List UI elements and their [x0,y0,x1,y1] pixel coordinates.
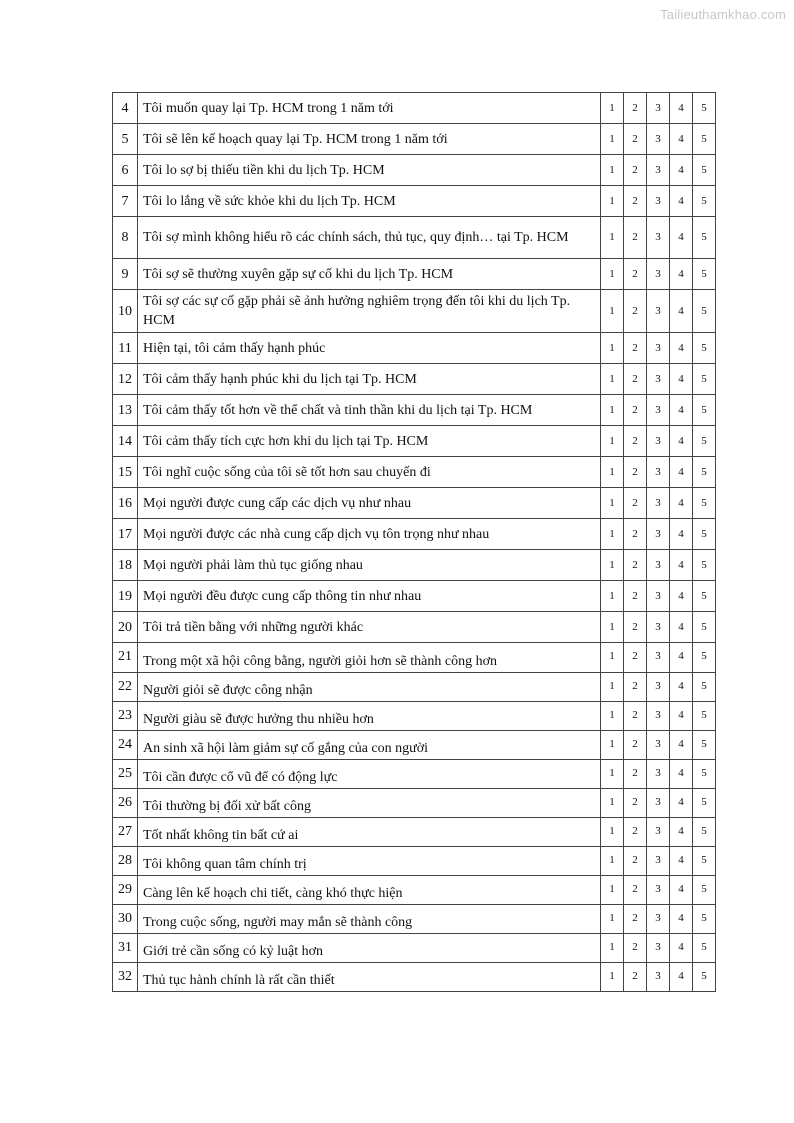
scale-option-5[interactable]: 5 [693,876,716,905]
scale-option-2[interactable]: 2 [624,847,647,876]
item-statement: Tôi trả tiền bằng với những người khác [138,612,601,643]
scale-option-5[interactable]: 5 [693,290,716,333]
item-number: 9 [113,259,138,290]
item-number: 11 [113,333,138,364]
item-statement: Trong cuộc sống, người may mắn sẽ thành công [138,905,601,934]
scale-option-2[interactable]: 2 [624,124,647,155]
scale-option-4[interactable]: 4 [670,93,693,124]
table-row [113,760,716,789]
scale-option-3[interactable]: 3 [647,217,670,259]
scale-option-3[interactable]: 3 [647,673,670,702]
scale-option-4[interactable]: 4 [670,457,693,488]
scale-option-5[interactable]: 5 [693,124,716,155]
item-number: 22 [113,673,138,702]
scale-option-4[interactable]: 4 [670,702,693,731]
scale-option-2[interactable]: 2 [624,290,647,333]
scale-option-3[interactable]: 3 [647,364,670,395]
scale-option-4[interactable]: 4 [670,934,693,963]
item-statement: Tôi cảm thấy tốt hơn về thể chất và tinh thần khi du lịch tại Tp. HCM [138,395,601,426]
table-row [113,905,716,934]
table-row [113,186,716,217]
item-statement: Người giàu sẽ được hưởng thu nhiều hơn [138,702,601,731]
scale-option-1[interactable]: 1 [601,155,624,186]
scale-option-4[interactable]: 4 [670,760,693,789]
item-number: 20 [113,612,138,643]
scale-option-1[interactable]: 1 [601,395,624,426]
scale-option-4[interactable]: 4 [670,818,693,847]
scale-option-2[interactable]: 2 [624,818,647,847]
table-row [113,155,716,186]
scale-option-3[interactable]: 3 [647,876,670,905]
scale-option-3[interactable]: 3 [647,457,670,488]
scale-option-1[interactable]: 1 [601,789,624,818]
table-row [113,818,716,847]
table-row [113,581,716,612]
item-number: 30 [113,905,138,934]
scale-option-5[interactable]: 5 [693,789,716,818]
scale-option-5[interactable]: 5 [693,934,716,963]
table-row [113,702,716,731]
scale-option-5[interactable]: 5 [693,155,716,186]
scale-option-3[interactable]: 3 [647,290,670,333]
item-statement: Tôi sẽ lên kế hoạch quay lại Tp. HCM trong 1 năm tới [138,124,601,155]
scale-option-3[interactable]: 3 [647,488,670,519]
scale-option-2[interactable]: 2 [624,217,647,259]
scale-option-2[interactable]: 2 [624,93,647,124]
item-statement: Tôi nghĩ cuộc sống của tôi sẽ tốt hơn sau chuyến đi [138,457,601,488]
scale-option-4[interactable]: 4 [670,789,693,818]
table-row [113,488,716,519]
scale-option-2[interactable]: 2 [624,488,647,519]
item-number: 13 [113,395,138,426]
table-row [113,426,716,457]
scale-option-3[interactable]: 3 [647,789,670,818]
scale-option-1[interactable]: 1 [601,731,624,760]
item-number: 21 [113,643,138,673]
scale-option-1[interactable]: 1 [601,550,624,581]
scale-option-5[interactable]: 5 [693,488,716,519]
scale-option-2[interactable]: 2 [624,186,647,217]
scale-option-5[interactable]: 5 [693,364,716,395]
item-statement: Tôi sợ các sự cố gặp phải sẽ ảnh hưởng nghiêm trọng đến tôi khi du lịch Tp. HCM [138,290,601,333]
item-statement: Mọi người được cung cấp các dịch vụ như nhau [138,488,601,519]
item-number: 27 [113,818,138,847]
scale-option-5[interactable]: 5 [693,847,716,876]
scale-option-2[interactable]: 2 [624,612,647,643]
scale-option-3[interactable]: 3 [647,818,670,847]
table-row [113,643,716,673]
table-row [113,673,716,702]
scale-option-5[interactable]: 5 [693,217,716,259]
table-row [113,457,716,488]
scale-option-5[interactable]: 5 [693,93,716,124]
scale-option-2[interactable]: 2 [624,731,647,760]
scale-option-2[interactable]: 2 [624,426,647,457]
scale-option-2[interactable]: 2 [624,905,647,934]
scale-option-3[interactable]: 3 [647,259,670,290]
scale-option-3[interactable]: 3 [647,612,670,643]
scale-option-2[interactable]: 2 [624,934,647,963]
item-number: 26 [113,789,138,818]
item-statement: Tôi không quan tâm chính trị [138,847,601,876]
item-statement: Tôi cảm thấy hạnh phúc khi du lịch tại Tp. HCM [138,364,601,395]
scale-option-3[interactable]: 3 [647,963,670,992]
scale-option-5[interactable]: 5 [693,550,716,581]
scale-option-2[interactable]: 2 [624,963,647,992]
scale-option-5[interactable]: 5 [693,818,716,847]
scale-option-5[interactable]: 5 [693,259,716,290]
table-row [113,789,716,818]
item-number: 24 [113,731,138,760]
scale-option-1[interactable]: 1 [601,702,624,731]
scale-option-5[interactable]: 5 [693,760,716,789]
scale-option-4[interactable]: 4 [670,905,693,934]
scale-option-5[interactable]: 5 [693,702,716,731]
scale-option-2[interactable]: 2 [624,519,647,550]
scale-option-2[interactable]: 2 [624,155,647,186]
scale-option-1[interactable]: 1 [601,760,624,789]
scale-option-4[interactable]: 4 [670,550,693,581]
table-row [113,93,716,124]
item-number: 10 [113,290,138,333]
scale-option-1[interactable]: 1 [601,93,624,124]
scale-option-3[interactable]: 3 [647,731,670,760]
item-statement: Thủ tục hành chính là rất cần thiết [138,963,601,992]
scale-option-4[interactable]: 4 [670,876,693,905]
item-statement: Tôi lo lắng về sức khỏe khi du lịch Tp. HCM [138,186,601,217]
item-statement: Tôi thường bị đối xử bất công [138,789,601,818]
item-number: 14 [113,426,138,457]
item-number: 12 [113,364,138,395]
scale-option-5[interactable]: 5 [693,395,716,426]
scale-option-3[interactable]: 3 [647,395,670,426]
table-row [113,612,716,643]
scale-option-5[interactable]: 5 [693,963,716,992]
scale-option-4[interactable]: 4 [670,426,693,457]
scale-option-1[interactable]: 1 [601,259,624,290]
item-number: 31 [113,934,138,963]
scale-option-3[interactable]: 3 [647,519,670,550]
table-row [113,847,716,876]
item-statement: Tôi cảm thấy tích cực hơn khi du lịch tại Tp. HCM [138,426,601,457]
scale-option-3[interactable]: 3 [647,934,670,963]
scale-option-5[interactable]: 5 [693,333,716,364]
scale-option-1[interactable]: 1 [601,333,624,364]
scale-option-5[interactable]: 5 [693,426,716,457]
scale-option-4[interactable]: 4 [670,519,693,550]
table-row [113,731,716,760]
item-statement: Mọi người phải làm thủ tục giống nhau [138,550,601,581]
item-number: 6 [113,155,138,186]
scale-option-3[interactable]: 3 [647,847,670,876]
scale-option-1[interactable]: 1 [601,488,624,519]
item-statement: Mọi người đều được cung cấp thông tin như nhau [138,581,601,612]
scale-option-4[interactable]: 4 [670,333,693,364]
scale-option-2[interactable]: 2 [624,259,647,290]
scale-option-1[interactable]: 1 [601,963,624,992]
item-statement: Giới trẻ cần sống có kỷ luật hơn [138,934,601,963]
item-statement: Tôi sợ sẽ thường xuyên gặp sự cố khi du lịch Tp. HCM [138,259,601,290]
item-statement: An sinh xã hội làm giảm sự cố gắng của con người [138,731,601,760]
scale-option-3[interactable]: 3 [647,186,670,217]
item-number: 32 [113,963,138,992]
scale-option-1[interactable]: 1 [601,457,624,488]
scale-option-3[interactable]: 3 [647,643,670,673]
scale-option-3[interactable]: 3 [647,93,670,124]
scale-option-4[interactable]: 4 [670,155,693,186]
table-row [113,333,716,364]
scale-option-4[interactable]: 4 [670,612,693,643]
scale-option-4[interactable]: 4 [670,847,693,876]
scale-option-2[interactable]: 2 [624,643,647,673]
scale-option-4[interactable]: 4 [670,259,693,290]
scale-option-1[interactable]: 1 [601,847,624,876]
scale-option-4[interactable]: 4 [670,673,693,702]
survey-table [112,92,716,992]
item-statement: Tôi muốn quay lại Tp. HCM trong 1 năm tới [138,93,601,124]
table-row [113,519,716,550]
table-row [113,876,716,905]
scale-option-2[interactable]: 2 [624,364,647,395]
scale-option-5[interactable]: 5 [693,905,716,934]
scale-option-3[interactable]: 3 [647,702,670,731]
scale-option-1[interactable]: 1 [601,818,624,847]
scale-option-2[interactable]: 2 [624,760,647,789]
scale-option-2[interactable]: 2 [624,702,647,731]
table-row [113,217,716,259]
item-statement: Tôi sợ mình không hiểu rõ các chính sách, thủ tục, quy định… tại Tp. HCM [138,217,601,259]
scale-option-4[interactable]: 4 [670,488,693,519]
scale-option-3[interactable]: 3 [647,550,670,581]
item-number: 28 [113,847,138,876]
scale-option-3[interactable]: 3 [647,581,670,612]
scale-option-1[interactable]: 1 [601,519,624,550]
item-number: 19 [113,581,138,612]
survey-table-body [113,93,716,992]
scale-option-2[interactable]: 2 [624,457,647,488]
scale-option-5[interactable]: 5 [693,612,716,643]
item-number: 25 [113,760,138,789]
item-number: 17 [113,519,138,550]
scale-option-3[interactable]: 3 [647,333,670,364]
scale-option-5[interactable]: 5 [693,519,716,550]
item-number: 29 [113,876,138,905]
item-number: 8 [113,217,138,259]
scale-option-2[interactable]: 2 [624,581,647,612]
scale-option-2[interactable]: 2 [624,333,647,364]
item-number: 18 [113,550,138,581]
item-number: 7 [113,186,138,217]
scale-option-4[interactable]: 4 [670,395,693,426]
table-row [113,364,716,395]
scale-option-3[interactable]: 3 [647,155,670,186]
scale-option-4[interactable]: 4 [670,364,693,395]
scale-option-5[interactable]: 5 [693,186,716,217]
scale-option-2[interactable]: 2 [624,789,647,818]
scale-option-3[interactable]: 3 [647,124,670,155]
scale-option-1[interactable]: 1 [601,673,624,702]
scale-option-2[interactable]: 2 [624,395,647,426]
scale-option-1[interactable]: 1 [601,876,624,905]
scale-option-2[interactable]: 2 [624,876,647,905]
scale-option-4[interactable]: 4 [670,581,693,612]
scale-option-4[interactable]: 4 [670,186,693,217]
table-row [113,259,716,290]
scale-option-1[interactable]: 1 [601,905,624,934]
item-number: 4 [113,93,138,124]
scale-option-2[interactable]: 2 [624,673,647,702]
table-row [113,290,716,333]
table-row [113,963,716,992]
item-statement: Hiện tại, tôi cảm thấy hạnh phúc [138,333,601,364]
scale-option-1[interactable]: 1 [601,124,624,155]
item-statement: Mọi người được các nhà cung cấp dịch vụ tôn trọng như nhau [138,519,601,550]
watermark: Tailieuthamkhao.com [660,7,786,22]
scale-option-1[interactable]: 1 [601,364,624,395]
table-row [113,550,716,581]
scale-option-2[interactable]: 2 [624,550,647,581]
item-statement: Tốt nhất không tin bất cứ ai [138,818,601,847]
item-statement: Trong một xã hội công bằng, người giỏi hơn sẽ thành công hơn [138,643,601,673]
scale-option-4[interactable]: 4 [670,643,693,673]
scale-option-1[interactable]: 1 [601,934,624,963]
scale-option-4[interactable]: 4 [670,217,693,259]
scale-option-3[interactable]: 3 [647,426,670,457]
item-statement: Người giỏi sẽ được công nhận [138,673,601,702]
item-number: 23 [113,702,138,731]
scale-option-3[interactable]: 3 [647,760,670,789]
scale-option-1[interactable]: 1 [601,581,624,612]
scale-option-4[interactable]: 4 [670,124,693,155]
scale-option-4[interactable]: 4 [670,290,693,333]
scale-option-1[interactable]: 1 [601,217,624,259]
scale-option-1[interactable]: 1 [601,426,624,457]
table-row [113,124,716,155]
scale-option-1[interactable]: 1 [601,643,624,673]
scale-option-5[interactable]: 5 [693,643,716,673]
item-number: 15 [113,457,138,488]
item-statement: Tôi lo sợ bị thiếu tiền khi du lịch Tp. HCM [138,155,601,186]
table-row [113,395,716,426]
item-statement: Tôi cần được cổ vũ để có động lực [138,760,601,789]
scale-option-1[interactable]: 1 [601,290,624,333]
scale-option-5[interactable]: 5 [693,457,716,488]
scale-option-1[interactable]: 1 [601,612,624,643]
scale-option-5[interactable]: 5 [693,673,716,702]
item-number: 16 [113,488,138,519]
scale-option-5[interactable]: 5 [693,581,716,612]
scale-option-1[interactable]: 1 [601,186,624,217]
scale-option-5[interactable]: 5 [693,731,716,760]
table-row [113,934,716,963]
item-statement: Càng lên kế hoạch chi tiết, càng khó thực hiện [138,876,601,905]
scale-option-4[interactable]: 4 [670,963,693,992]
scale-option-4[interactable]: 4 [670,731,693,760]
item-number: 5 [113,124,138,155]
scale-option-3[interactable]: 3 [647,905,670,934]
